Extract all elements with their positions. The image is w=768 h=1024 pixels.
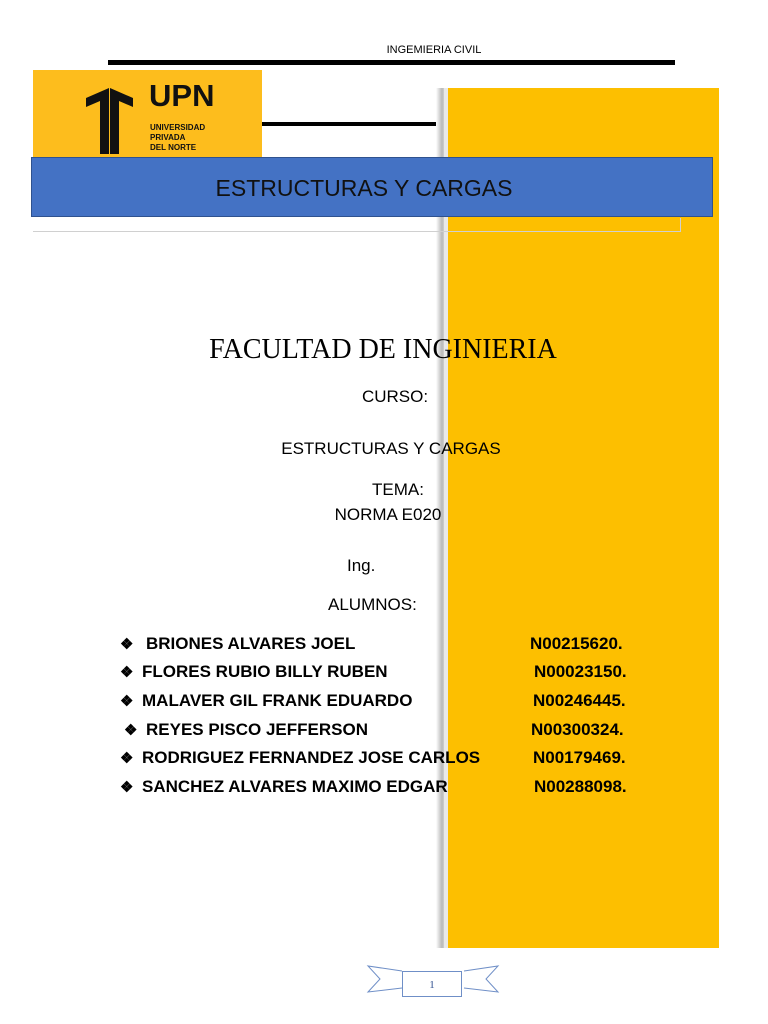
course-label: CURSO: — [361, 387, 429, 406]
student-code: N00300324. — [531, 720, 624, 739]
student-code: N00288098. — [534, 777, 627, 796]
student-row — [120, 720, 680, 744]
student-code: N00246445. — [533, 691, 626, 710]
header-rule — [108, 60, 675, 65]
page-header-text: INGEMIERIA CIVIL — [386, 44, 482, 56]
diamond-bullet-icon: ❖ — [124, 722, 138, 739]
student-row — [120, 691, 680, 715]
student-row — [120, 777, 680, 801]
student-code: N00215620. — [530, 634, 623, 653]
student-code: N00179469. — [533, 748, 626, 767]
student-row — [120, 662, 680, 686]
diamond-bullet-icon: ❖ — [120, 636, 134, 653]
students-label: ALUMNOS: — [328, 595, 417, 614]
student-name: REYES PISCO JEFFERSON — [146, 720, 368, 739]
logo-brand: UPN — [149, 78, 215, 113]
topic-value: NORMA E020 — [334, 505, 442, 524]
student-name: BRIONES ALVARES JOEL — [146, 634, 356, 653]
diamond-bullet-icon: ❖ — [120, 779, 134, 796]
student-name: SANCHEZ ALVARES MAXIMO EDGAR — [142, 777, 448, 796]
student-name: FLORES RUBIO BILLY RUBEN — [142, 662, 388, 681]
topic-label: TEMA: — [372, 480, 424, 499]
logo-line-1: UNIVERSIDAD — [150, 123, 206, 132]
logo-rule — [262, 122, 436, 126]
student-row — [120, 634, 680, 658]
logo-line-2: PRIVADA — [150, 133, 186, 142]
title-underline-tick — [680, 218, 681, 232]
student-code: N00023150. — [534, 662, 627, 681]
diamond-bullet-icon: ❖ — [120, 664, 134, 681]
diamond-bullet-icon: ❖ — [120, 750, 134, 767]
upn-logo — [33, 70, 262, 160]
engineer-label: Ing. — [347, 556, 376, 575]
title-underline — [33, 231, 681, 232]
course-value: ESTRUCTURAS Y CARGAS — [281, 439, 501, 458]
diamond-bullet-icon: ❖ — [120, 693, 134, 710]
student-name: RODRIGUEZ FERNANDEZ JOSE CARLOS — [142, 748, 481, 767]
logo-line-3: DEL NORTE — [150, 143, 197, 152]
student-name: MALAVER GIL FRANK EDUARDO — [142, 691, 413, 710]
faculty-title: FACULTAD DE INGINIERIA — [209, 334, 557, 365]
title-bar-text: ESTRUCTURAS Y CARGAS — [215, 175, 513, 201]
student-row — [120, 748, 680, 772]
upn-logo-mark-icon — [33, 70, 262, 160]
page-number: 1 — [402, 971, 462, 997]
